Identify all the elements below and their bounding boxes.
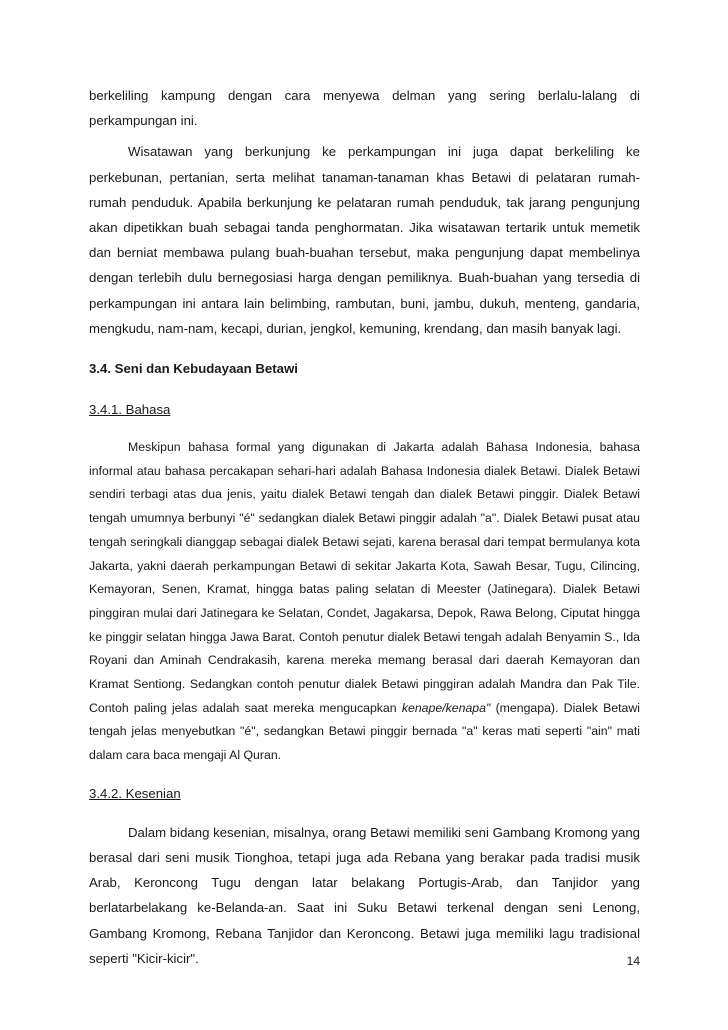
section-heading: 3.4. Seni dan Kebudayaan Betawi [89, 361, 298, 377]
page-number: 14 [626, 954, 640, 968]
bahasa-italic-term: kenape/kenapa" [401, 700, 491, 715]
subsection-heading-bahasa: 3.4.1. Bahasa [89, 402, 171, 418]
subsection-heading-kesenian: 3.4.2. Kesenian [89, 785, 181, 801]
continuation-paragraph: berkeliling kampung dengan cara menyewa delman yang sering berlalu-lalang di perkampungan ini. [89, 88, 640, 129]
bahasa-paragraph [89, 436, 640, 768]
bahasa-text-after: (mengapa). Dialek Betawi tengah jelas menyebutkan "é", sedangkan Betawi pinggir bernada "a" keras mati seperti "ain" mati dalam cara baca mengaji Al Quran. [89, 700, 641, 763]
kesenian-paragraph: Dalam bidang kesenian, misalnya, orang Betawi memiliki seni Gambang Kromong yang berasal dari seni musik Tionghoa, tetapi juga ada Rebana yang berakar pada tradisi musik Arab, Keroncong Tugu dengan latar belakang Portugis-Arab, dan Tanjidor yang berlatarbelakang ke-Belanda-an. Saat ini Suku Betawi terkenal dengan seni Lenong, Gambang Kromong, Rebana Tanjidor dan Keroncong. Betawi juga memiliki lagu tradisional seperti "Kicir-kicir". [89, 824, 640, 966]
page-content [89, 83, 640, 971]
visitor-paragraph: Wisatawan yang berkunjung ke perkampungan ini juga dapat berkeliling ke perkebunan, pertanian, serta melihat tanaman-tanaman khas Betawi di pelataran rumah-rumah penduduk. Apabila berkunjung ke pelataran rumah penduduk, tak jarang pengunjung akan dipetikkan buah sebagai tanda penghormatan. Jika wisatawan tertarik untuk memetik dan berniat membawa pulang buah-buahan tersebut, maka pengunjung dapat membelinya dengan terlebih dulu bernegosiasi harga dengan pemiliknya. Buah-buahan yang tersedia di perkampungan ini antara lain belimbing, rambutan, buni, jambu, dukuh, menteng, gandaria, mengkudu, nam-nam, kecapi, durian, jengkol, kemuning, krendang, dan masih banyak lagi. [89, 144, 640, 336]
bahasa-text-before: Meskipun bahasa formal yang digunakan di Jakarta adalah Bahasa Indonesia, bahasa informal atau bahasa percakapan sehari-hari adalah Bahasa Indonesia dialek Betawi. Dialek Betawi sendiri terbagi atas dua jenis, yaitu dialek Betawi tengah dan dialek Betawi pinggir. Dialek Betawi tengah umumnya berbunyi "é" sedangkan dialek Betawi pinggir adalah "a". Dialek Betawi pusat atau tengah seringkali dianggap sebagai dialek Betawi sejati, karena berasal dari tempat bermulanya kota Jakarta, yakni daerah perkampungan Betawi di sekitar Jakarta Kota, Sawah Besar, Tugu, Cilincing, Kemayoran, Senen, Kramat, hingga batas paling selatan di Meester (Jatinegara). Dialek Betawi pinggiran mulai dari Jatinegara ke Selatan, Condet, Jagakarsa, Depok, Rawa Belong, Ciputat hingga ke pinggir selatan hingga Jawa Barat. Contoh penutur dialek Betawi tengah adalah Benyamin S., Ida Royani dan Aminah Cendrakasih, karena mereka memang berasal dari daerah Kemayoran dan Kramat Sentiong. Sedangkan contoh penutur dialek Betawi pinggiran adalah Mandra dan Pak Tile. Contoh paling jelas adalah saat mereka mengucapkan [89, 440, 640, 715]
